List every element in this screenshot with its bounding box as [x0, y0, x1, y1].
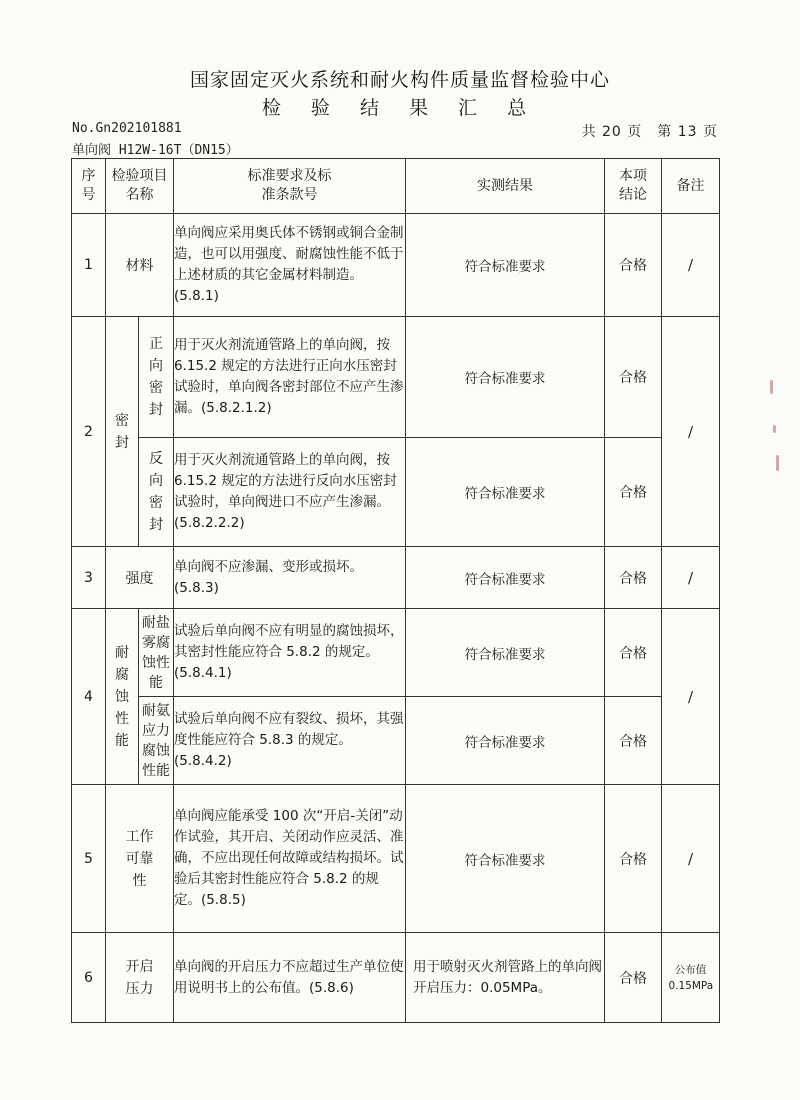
row-conclusion: 合格: [605, 933, 662, 1023]
results-table: [71, 158, 720, 1023]
row-note: /: [662, 785, 720, 933]
sub-conclusion: 合格: [605, 438, 662, 547]
row-conclusion: 合格: [605, 214, 662, 317]
page-indicator: 共 20 页 第 13 页: [581, 124, 718, 140]
org-title: 国家固定灭火系统和耐火构件质量监督检验中心: [189, 69, 610, 91]
row-note: /: [662, 317, 720, 547]
sub-item: 反向密封: [139, 438, 174, 547]
row-requirement: 单向阀的开启压力不应超过生产单位使用说明书上的公布值。(5.8.6): [174, 933, 406, 1023]
table-subrow: [72, 697, 720, 785]
row-seq: 2: [72, 317, 106, 547]
row-conclusion: 合格: [605, 785, 662, 933]
table-row: [72, 214, 720, 317]
sub-item: 正向密封: [139, 317, 174, 438]
sub-requirement: 试验后单向阀不应有明显的腐蚀损坏，其密封性能应符合 5.8.2 的规定。(5.8.4.1): [174, 609, 406, 697]
row-seq: 1: [72, 214, 106, 317]
sub-requirement: 用于灭火剂流通管路上的单向阀，按 6.15.2 规定的方法进行正向水压密封试验时，单向阀各密封部位不应产生渗漏。(5.8.2.1.2): [174, 317, 406, 438]
document-title: 检 验 结 果 汇 总: [261, 97, 539, 119]
sub-result: 符合标准要求: [406, 609, 605, 697]
table-row: [72, 785, 720, 933]
table-row: [72, 547, 720, 609]
col-standard: 标准要求及标准条款号: [174, 159, 406, 214]
col-result: 实测结果: [406, 159, 605, 214]
scan-mark: [776, 455, 779, 471]
row-note: /: [662, 214, 720, 317]
row-item: 耐腐蚀性能: [106, 609, 139, 785]
col-seq: 序号: [72, 159, 106, 214]
sub-result: 符合标准要求: [406, 697, 605, 785]
row-note: 公布值 0.15MPa: [662, 933, 720, 1023]
row-item: 强度: [106, 547, 174, 609]
col-conclusion: 本项结论: [605, 159, 662, 214]
scan-mark: [773, 425, 776, 433]
row-item: 密封: [106, 317, 139, 547]
product-model: 单向阀 H12W-16T（DN15）: [72, 143, 239, 158]
sub-result: 符合标准要求: [406, 317, 605, 438]
sub-item: 耐氨应力腐蚀性能: [139, 697, 174, 785]
row-requirement: 单向阀应采用奥氏体不锈钢或铜合金制造，也可以用强度、耐腐蚀性能不低于上述材质的其它金属材料制造。(5.8.1): [174, 214, 406, 317]
col-item: 检验项目名称: [106, 159, 174, 214]
row-seq: 6: [72, 933, 106, 1023]
sub-item: 耐盐雾腐蚀性能: [139, 609, 174, 697]
sub-conclusion: 合格: [605, 609, 662, 697]
sub-conclusion: 合格: [605, 697, 662, 785]
table-row: [72, 933, 720, 1023]
sub-result: 符合标准要求: [406, 438, 605, 547]
row-item: 材料: [106, 214, 174, 317]
sub-conclusion: 合格: [605, 317, 662, 438]
table-header-row: [72, 159, 720, 214]
row-seq: 3: [72, 547, 106, 609]
row-result: 符合标准要求: [406, 214, 605, 317]
report-number: No.Gn202101881: [72, 121, 182, 136]
row-item: 开启压力: [106, 933, 174, 1023]
table-row: [72, 609, 720, 697]
row-result: 符合标准要求: [406, 785, 605, 933]
row-result: 符合标准要求: [406, 547, 605, 609]
table-row: [72, 317, 720, 438]
scan-mark: [770, 380, 773, 394]
row-note: /: [662, 609, 720, 785]
row-note: /: [662, 547, 720, 609]
row-conclusion: 合格: [605, 547, 662, 609]
row-item: 工作可靠性: [106, 785, 174, 933]
row-result: 用于喷射灭火剂管路上的单向阀开启压力：0.05MPa。: [406, 933, 605, 1023]
table-subrow: [72, 438, 720, 547]
row-seq: 5: [72, 785, 106, 933]
sub-requirement: 试验后单向阀不应有裂纹、损坏，其强度性能应符合 5.8.3 的规定。(5.8.4.2): [174, 697, 406, 785]
sub-requirement: 用于灭火剂流通管路上的单向阀，按 6.15.2 规定的方法进行反向水压密封试验时，单向阀进口不应产生渗漏。(5.8.2.2.2): [174, 438, 406, 547]
row-seq: 4: [72, 609, 106, 785]
row-requirement: 单向阀应能承受 100 次“开启-关闭”动作试验，其开启、关闭动作应灵活、准确，不应出现任何故障或结构损坏。试验后其密封性能应符合 5.8.2 的规定。(5.8.5): [174, 785, 406, 933]
row-requirement: 单向阀不应渗漏、变形或损坏。(5.8.3): [174, 547, 406, 609]
col-note: 备注: [662, 159, 720, 214]
